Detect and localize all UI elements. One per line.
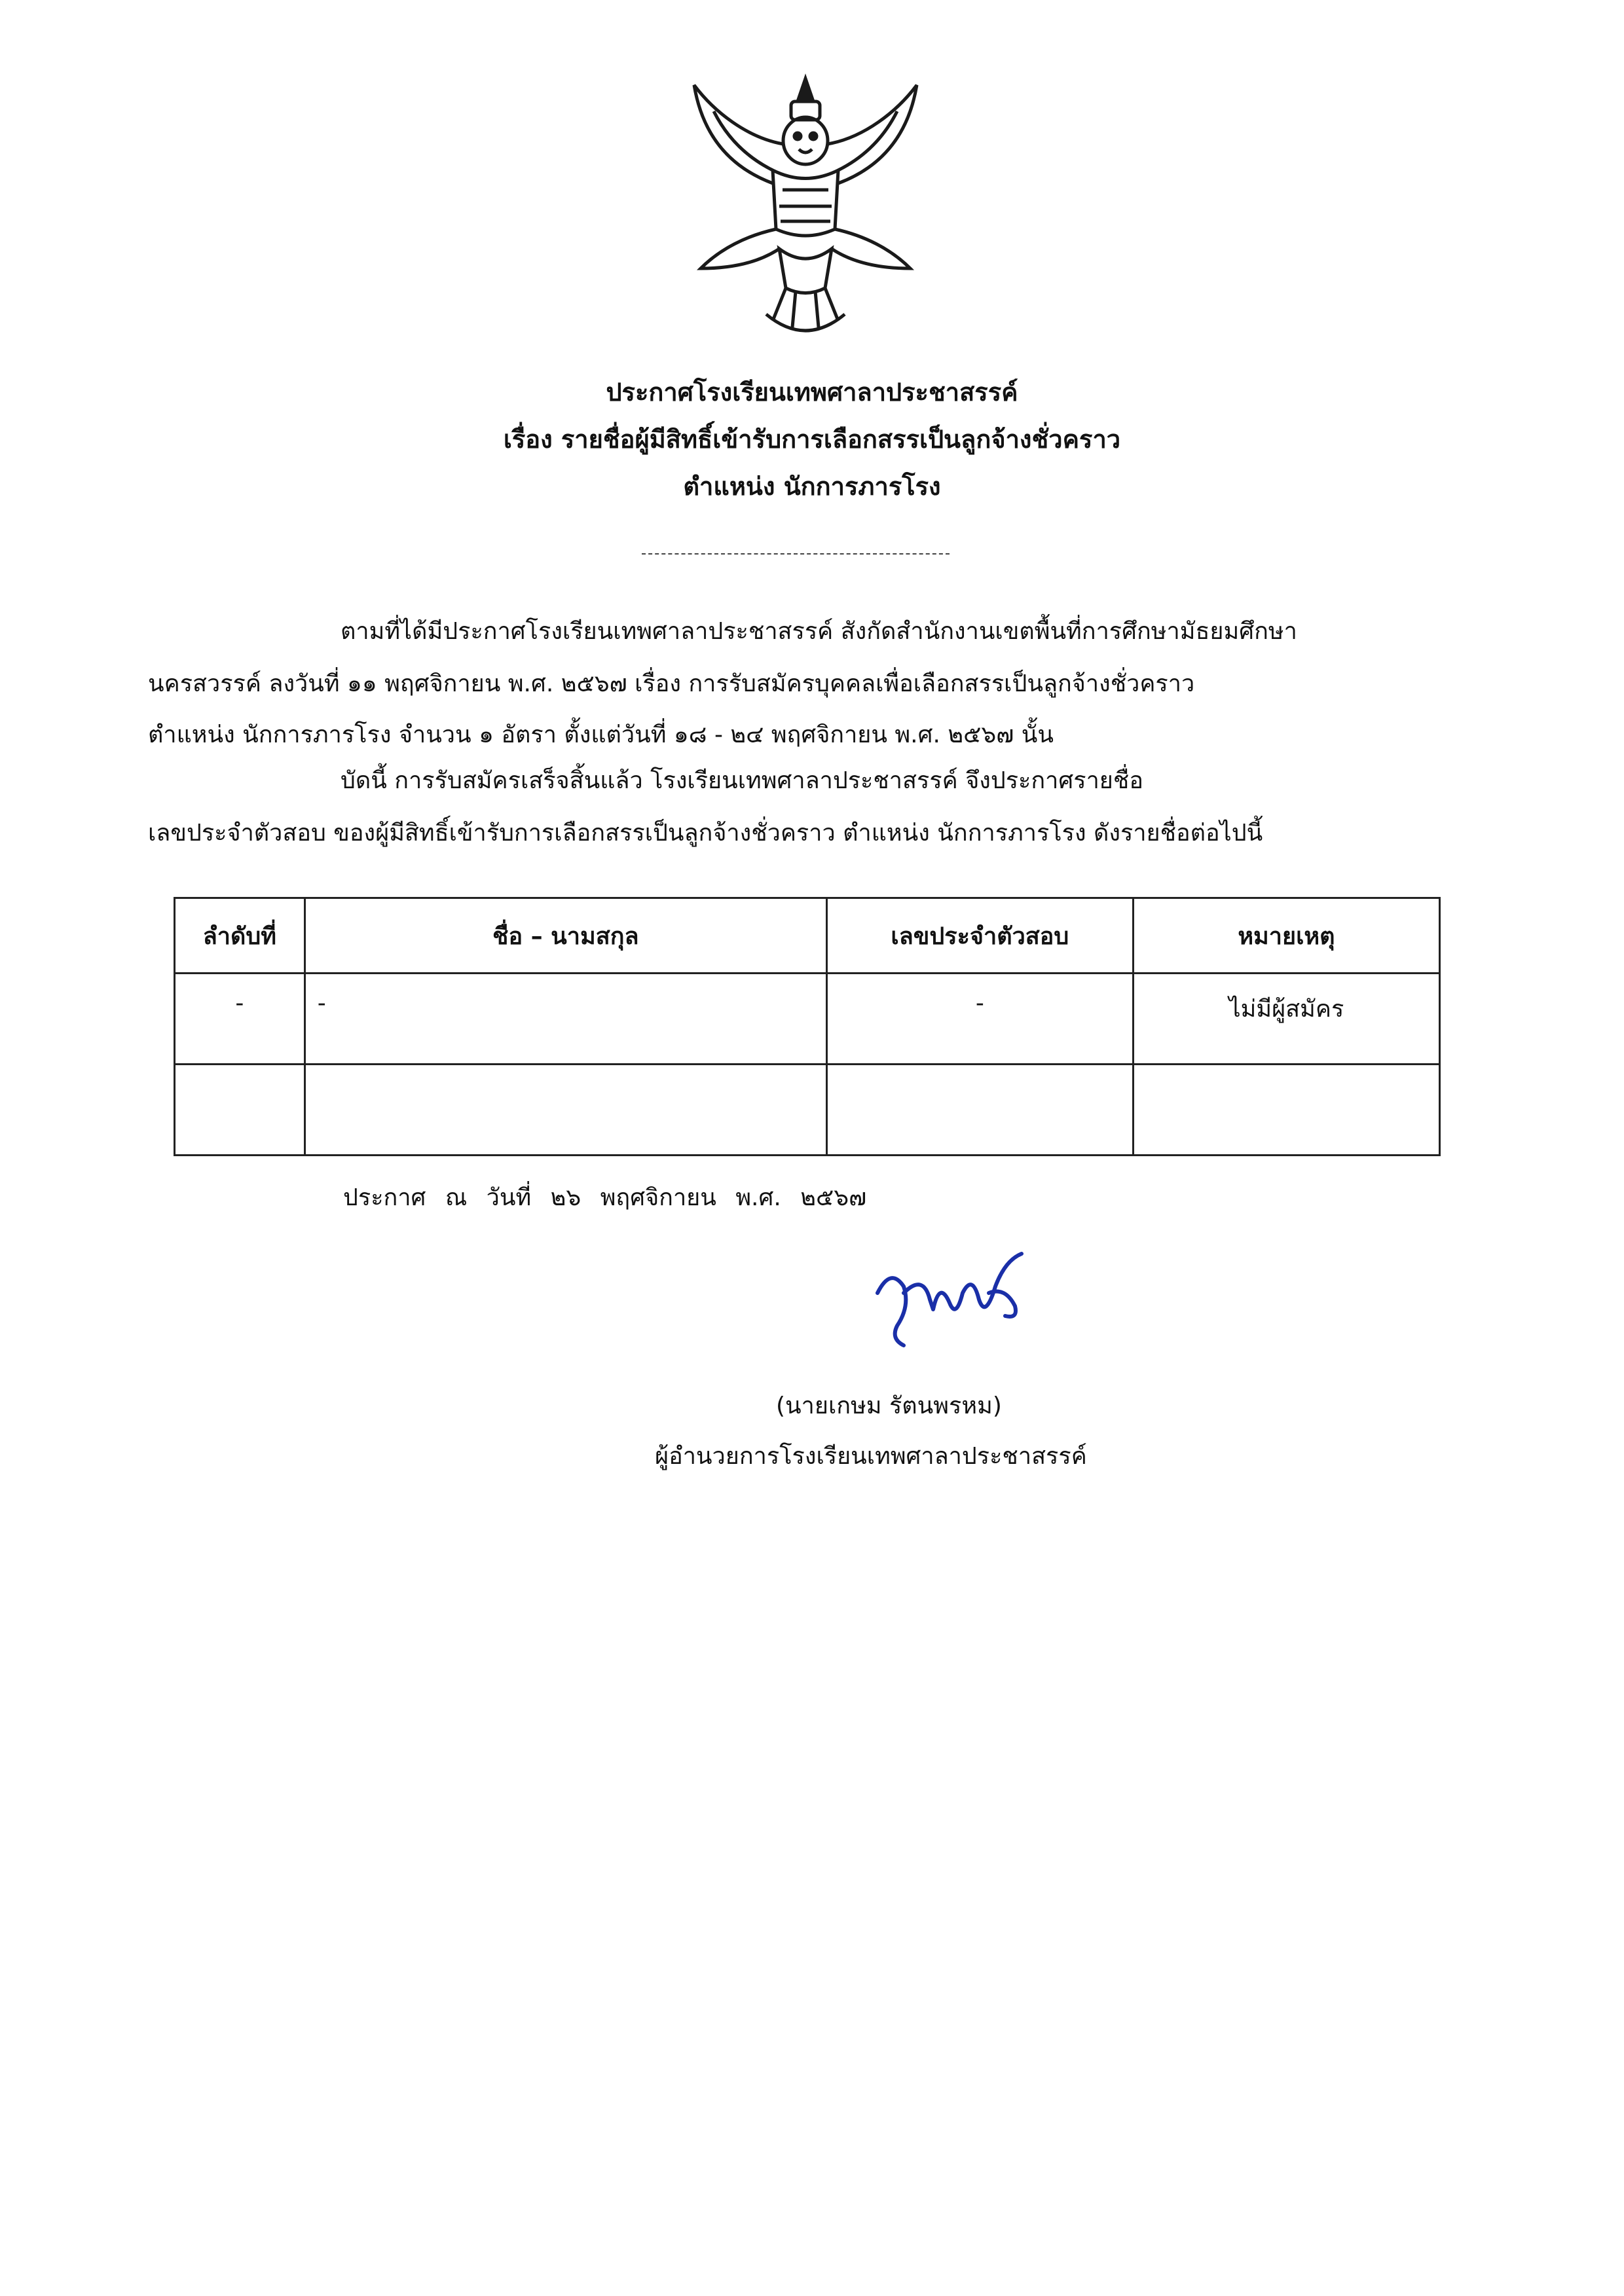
body-line: นครสวรรค์ ลงวันที่ ๑๑ พฤศจิกายน พ.ศ. ๒๕๖๗ เรื่อง การรับสมัครบุคคลเพื่อเลือกสรรเป็นลูกจ้างชั่วคราว [148,670,1195,697]
body-line: ตำแหน่ง นักการภารโรง จำนวน ๑ อัตรา ตั้งแต่วันที่ ๑๘ - ๒๔ พฤศจิกายน พ.ศ. ๒๕๖๗ นั้น [148,721,1054,748]
announcement-date: ประกาศ ณ วันที่ ๒๖ พฤศจิกายน พ.ศ. ๒๕๖๗ [343,1184,867,1211]
table-row [175,1065,1440,1156]
table-header-row [175,898,1440,974]
handwritten-signature [864,1247,1061,1352]
cell-exam-id [826,1065,1133,1156]
cell-exam-id: - [826,974,1133,1065]
table-row [175,974,1440,1065]
cell-remark [1133,1065,1439,1156]
body-line: ตามที่ได้มีประกาศโรงเรียนเทพศาลาประชาสรรค์ สังกัดสำนักงานเขตพื้นที่การศึกษามัธยมศึกษา [341,618,1297,645]
header-remark: หมายเหตุ [1133,898,1439,974]
announcement-subject: เรื่อง รายชื่อผู้มีสิทธิ์เข้ารับการเลือกสรรเป็นลูกจ้างชั่วคราว [503,425,1121,454]
signer-title: ผู้อำนวยการโรงเรียนเทพศาลาประชาสรรค์ [655,1443,1087,1470]
announcement-position: ตำแหน่ง นักการภารโรง [683,472,941,501]
announcement-title: ประกาศโรงเรียนเทพศาลาประชาสรรค์ [606,378,1018,407]
cell-name: - [304,974,826,1065]
header-exam-id: เลขประจำตัวสอบ [826,898,1133,974]
garuda-emblem [674,72,936,347]
cell-order: - [175,974,305,1065]
header-name: ชื่อ – นามสกุล [304,898,826,974]
cell-name [304,1065,826,1156]
applicant-table [174,897,1441,1156]
body-line: บัดนี้ การรับสมัครเสร็จสิ้นแล้ว โรงเรียนเทพศาลาประชาสรรค์ จึงประกาศรายชื่อ [341,767,1143,794]
cell-remark: ไม่มีผู้สมัคร [1133,974,1439,1065]
header-order: ลำดับที่ [175,898,305,974]
cell-order [175,1065,305,1156]
signer-name: (นายเกษม รัตนพรหม) [776,1393,1002,1419]
dashed-divider [642,553,950,555]
body-line: เลขประจำตัวสอบ ของผู้มีสิทธิ์เข้ารับการเลือกสรรเป็นลูกจ้างชั่วคราว ตำแหน่ง นักการภารโรง ดังรายชื่อต่อไปนี้ [148,820,1263,847]
